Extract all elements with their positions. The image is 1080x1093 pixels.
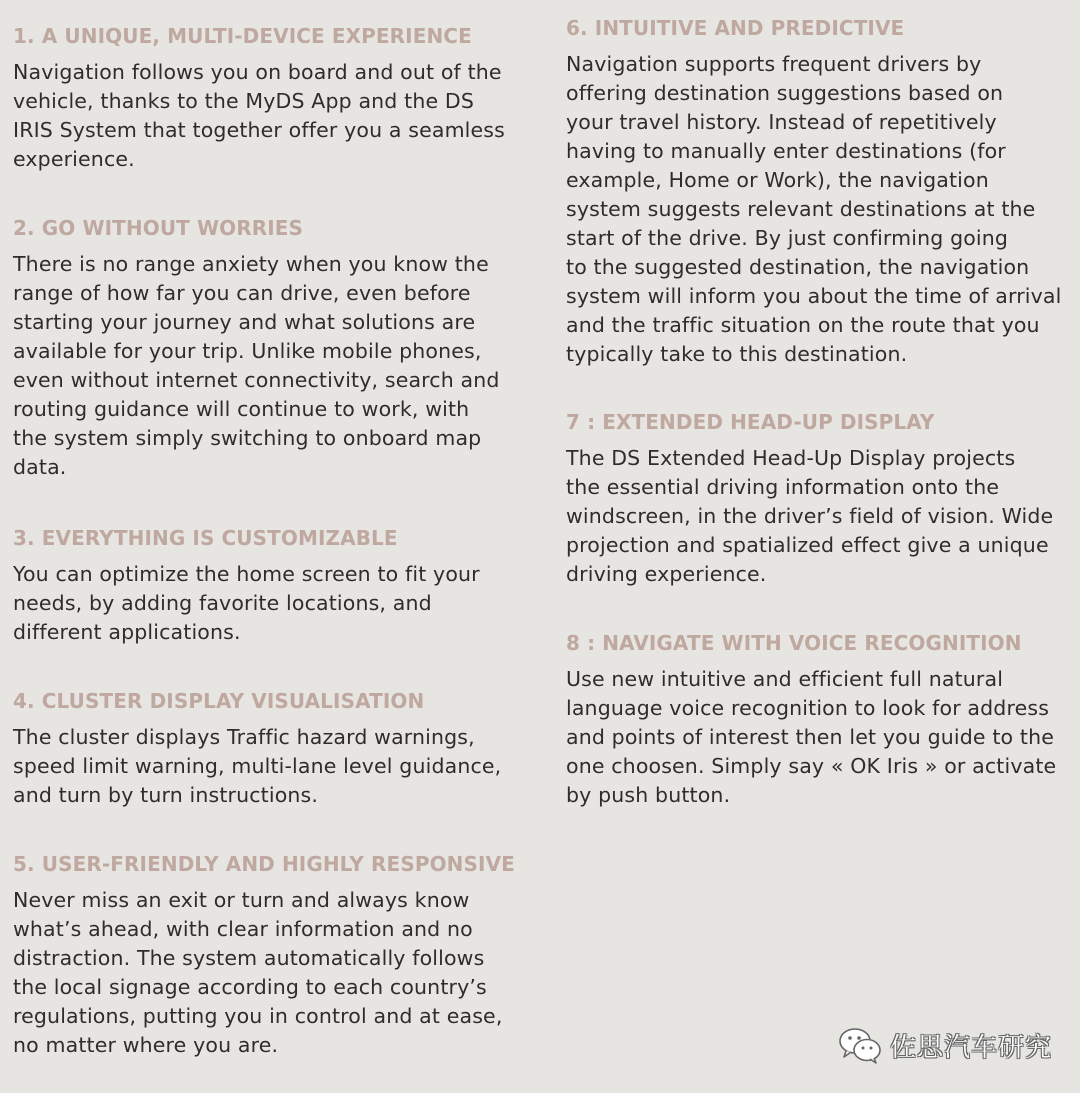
section-1 xyxy=(13,24,533,174)
section-body: Never miss an exit or turn and always know what’s ahead, with clear information and no distraction. The system automatically follows the local signage according to each country’s regulations, putting you in control and at ease, no matter where you are. xyxy=(13,888,503,1057)
watermark xyxy=(838,1025,1052,1065)
section-heading: 2. GO WITHOUT WORRIES xyxy=(13,216,304,240)
section-heading: 1. A UNIQUE, MULTI-DEVICE EXPERIENCE xyxy=(13,24,472,48)
section-body: Navigation follows you on board and out of the vehicle, thanks to the MyDS App and the DS IRIS System that together offer you a seamless experience. xyxy=(13,60,505,171)
section-heading: 4. CLUSTER DISPLAY VISUALISATION xyxy=(13,689,425,713)
wechat-icon xyxy=(838,1025,882,1065)
watermark-text: 佐思汽车研究 xyxy=(890,1032,1053,1063)
section-heading: 8 : NAVIGATE WITH VOICE RECOGNITION xyxy=(566,631,1022,655)
section-7 xyxy=(566,410,1076,589)
section-body: Use new intuitive and efficient full natural language voice recognition to look for address and points of interest then let you guide to the one choosen. Simply say « OK Iris » or activate by push button. xyxy=(566,667,1057,807)
section-body: The DS Extended Head-Up Display projects the essential driving information onto the windscreen, in the driver’s field of vision. Wide projection and spatialized effect give a unique driving experience. xyxy=(566,446,1054,586)
section-heading: 6. INTUITIVE AND PREDICTIVE xyxy=(566,16,905,40)
section-heading: 3. EVERYTHING IS CUSTOMIZABLE xyxy=(13,526,398,550)
section-4 xyxy=(13,689,533,810)
section-6 xyxy=(566,16,1076,369)
section-body: The cluster displays Traffic hazard warnings, speed limit warning, multi-lane level guidance, and turn by turn instructions. xyxy=(13,725,502,807)
section-8 xyxy=(566,631,1076,810)
section-heading: 7 : EXTENDED HEAD-UP DISPLAY xyxy=(566,410,935,434)
section-heading: 5. USER-FRIENDLY AND HIGHLY RESPONSIVE xyxy=(13,852,515,876)
section-body: You can optimize the home screen to fit your needs, by adding favorite locations, and different applications. xyxy=(13,562,480,644)
section-5 xyxy=(13,852,533,1060)
section-3 xyxy=(13,526,533,647)
section-body: Navigation supports frequent drivers by offering destination suggestions based on your travel history. Instead of repetitively having to manually enter destinations (for example, Home or Work), the navigation system suggests relevant destinations at the start of the drive. By just confirming going to the suggested destination, the navigation system will inform you about the time of arrival and the traffic situation on the route that you typically take to this destination. xyxy=(566,52,1062,366)
section-body: There is no range anxiety when you know the range of how far you can drive, even before starting your journey and what solutions are available for your trip. Unlike mobile phones, even without internet connectivity, search and routing guidance will continue to work, with the system simply switching to onboard map data. xyxy=(13,252,500,479)
section-2 xyxy=(13,216,533,482)
